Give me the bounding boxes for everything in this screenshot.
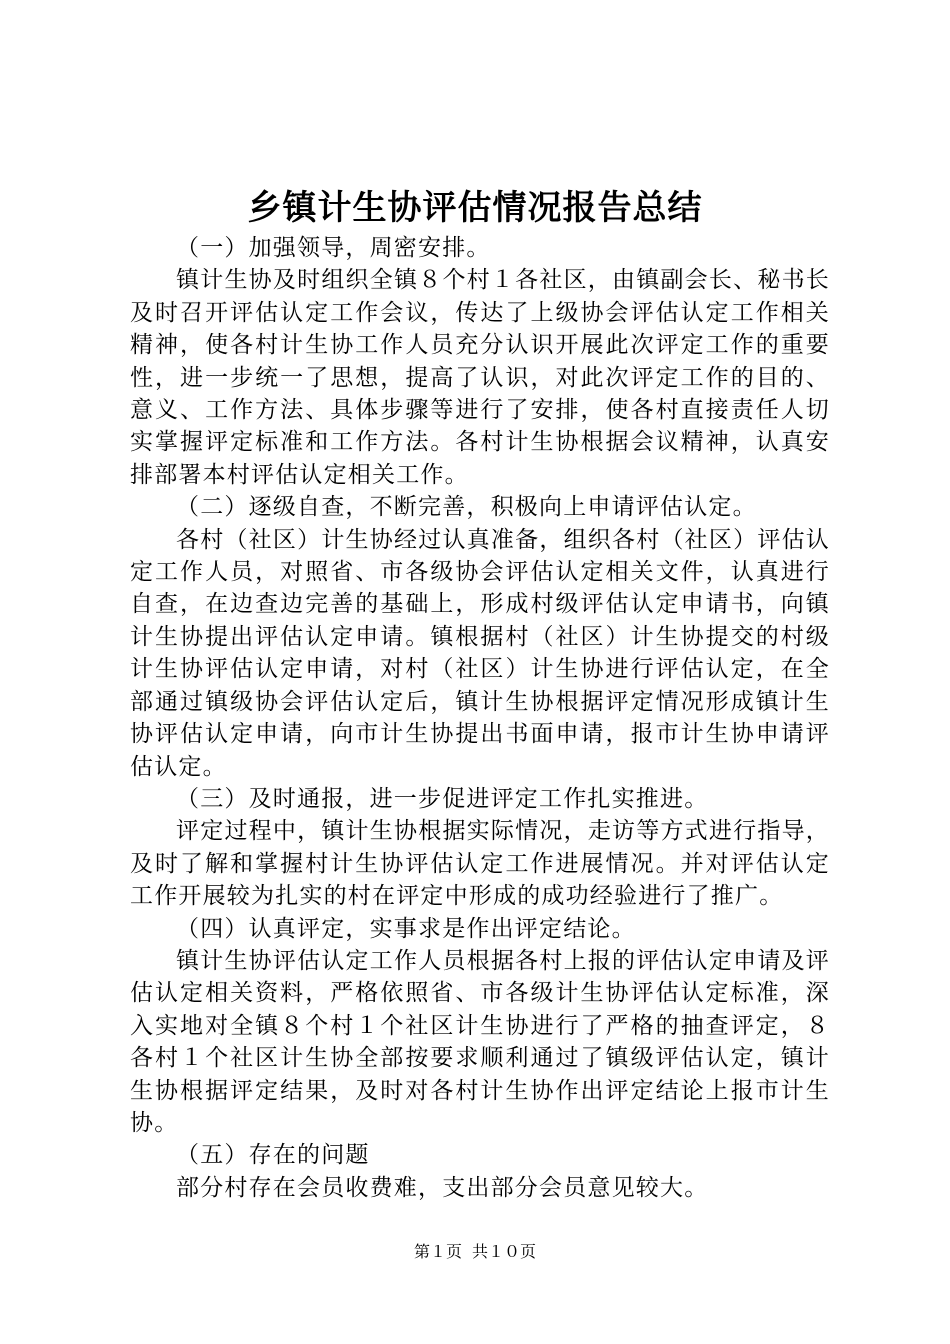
- section-paragraph-2: 各村（社区）计生协经过认真准备，组织各村（社区）评估认定工作人员，对照省、市各级协会评估认定相关文件，认真进行自查，在边查边完善的基础上，形成村级评估认定申请书，向镇计生协提出评估认定申请。镇根据村（社区）计生协提交的村级计生协评估认定申请，对村（社区）计生协进行评估认定，在全部通过镇级协会评估认定后，镇计生协根据评定情况形成镇计生协评估认定申请，向市计生协提出书面申请，报市计生协申请评估认定。: [130, 526, 830, 780]
- page-footer: [0, 1241, 950, 1263]
- section-heading-1: （一）加强领导，周密安排。: [176, 235, 491, 261]
- section-heading-2: （二）逐级自查，不断完善，积极向上申请评估认定。: [176, 494, 757, 521]
- section-paragraph-3: 评定过程中，镇计生协根据实际情况，走访等方式进行指导，及时了解和掌握村计生协评估认定工作进展情况。并对评估认定工作开展较为扎实的村在评定中形成的成功经验进行了推广。: [130, 818, 830, 910]
- page-title: 乡镇计生协评估情况报告总结: [247, 188, 703, 228]
- section-paragraph-5: 部分村存在会员收费难，支出部分会员意见较大。: [176, 1174, 709, 1201]
- page-number-current: 第１页: [413, 1242, 462, 1261]
- section-paragraph-4: 镇计生协评估认定工作人员根据各村上报的评估认定申请及评估认定相关资料，严格依照省、市各级计生协评估认定标准，深入实地对全镇８个村１个社区计生协进行了严格的抽查评定，８各村１个社区计生协全部按要求顺利通过了镇级评估认定，镇计生协根据评定结果，及时对各村计生协作出评定结论上报市计生协。: [130, 947, 830, 1136]
- section-heading-3: （三）及时通报，进一步促进评定工作扎实推进。: [176, 785, 709, 812]
- page-number-total: 共１０页: [472, 1242, 537, 1261]
- document-body: [130, 232, 830, 1204]
- section-heading-4: （四）认真评定，实事求是作出评定结论。: [176, 915, 636, 942]
- section-paragraph-1: 镇计生协及时组织全镇８个村１各社区，由镇副会长、秘书长及时召开评估认定工作会议，传达了上级协会评估认定工作相关精神，使各村计生协工作人员充分认识开展此次评定工作的重要性，进一步统一了思想，提高了认识，对此次评定工作的目的、意义、工作方法、具体步骤等进行了安排，使各村直接责任人切实掌握评定标准和工作方法。各村计生协根据会议精神，认真安排部署本村评估认定相关工作。: [130, 267, 830, 488]
- section-heading-5: （五）存在的问题: [176, 1142, 370, 1169]
